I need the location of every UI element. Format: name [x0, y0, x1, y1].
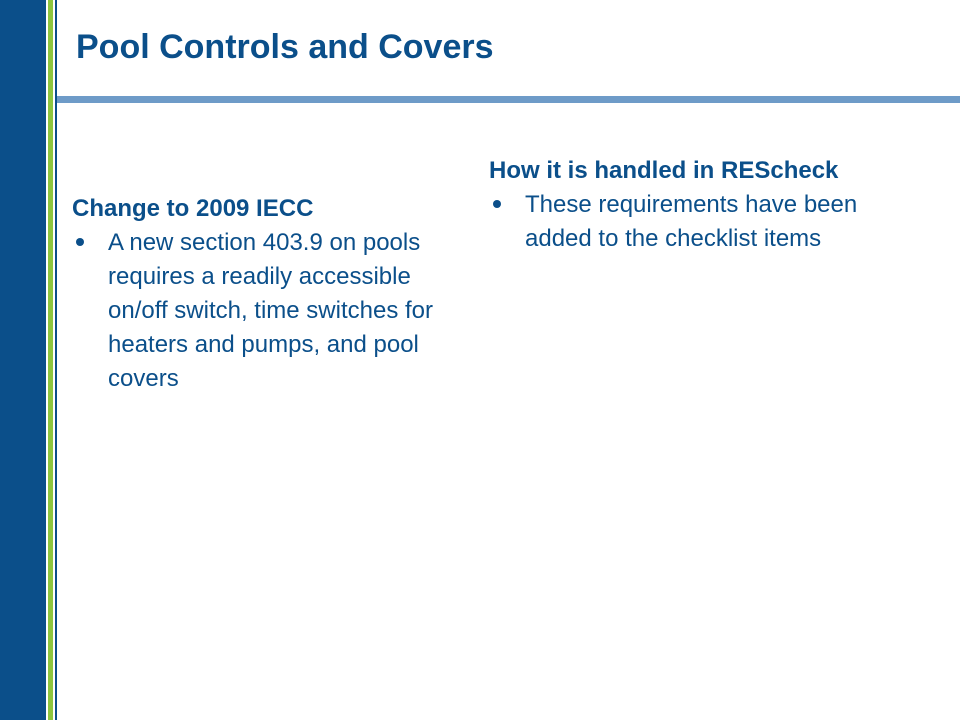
bullet-dot-icon	[76, 238, 84, 246]
slide-title: Pool Controls and Covers	[76, 28, 494, 66]
left-accent-line	[55, 0, 57, 720]
bullet-text: A new section 403.9 on pools requires a readily accessible on/off switch, time switches for heaters and pumps, and pool covers	[108, 229, 434, 392]
right-bullet-list	[489, 188, 919, 256]
bullet-text: These requirements have been added to the checklist items	[525, 191, 858, 252]
right-column	[489, 154, 919, 256]
title-divider	[57, 96, 960, 103]
left-column	[72, 192, 472, 396]
right-column-heading: How it is handled in REScheck	[489, 157, 839, 184]
bullet-item	[489, 188, 919, 256]
left-accent-bar-green	[48, 0, 53, 720]
left-bullet-list	[72, 226, 472, 396]
left-column-heading: Change to 2009 IECC	[72, 195, 314, 222]
bullet-dot-icon	[493, 200, 501, 208]
bullet-item	[72, 226, 472, 396]
left-accent-bar-blue	[0, 0, 46, 720]
